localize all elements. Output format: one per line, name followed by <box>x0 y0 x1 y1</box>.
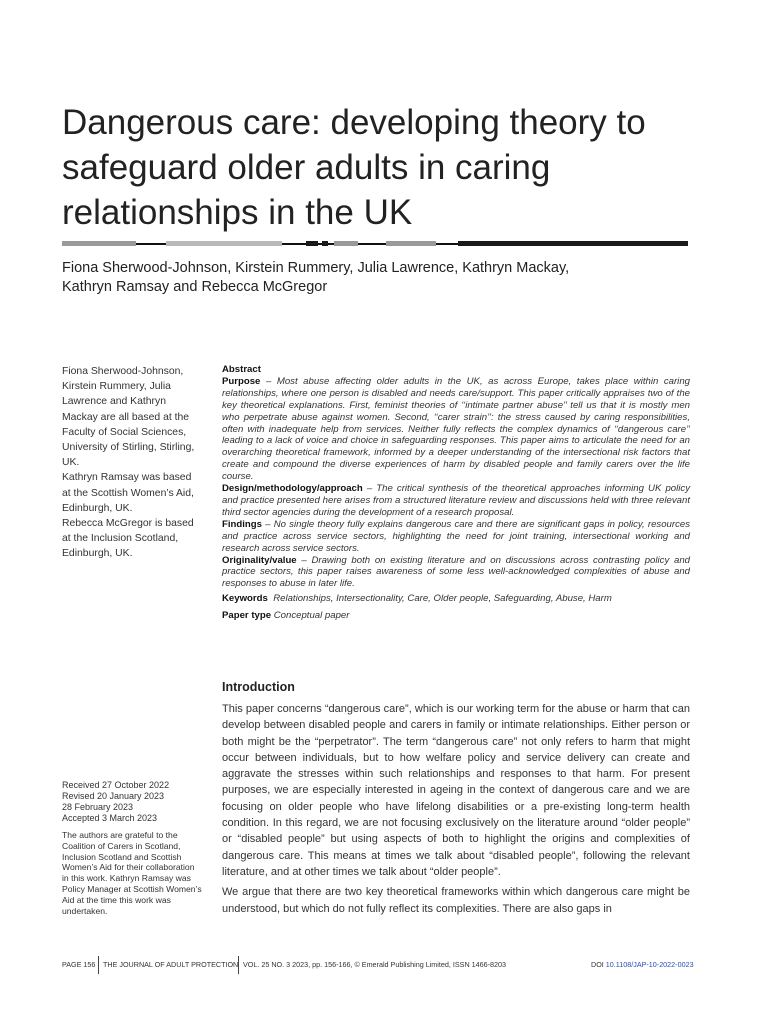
rule-segment <box>166 241 282 246</box>
article-title <box>62 100 702 235</box>
doi-label: DOI <box>591 960 606 969</box>
title-line-2: safeguard older adults in caring <box>62 148 551 187</box>
keywords-label: Keywords <box>222 593 268 605</box>
abstract-findings <box>222 519 690 555</box>
design-text: – The critical synthesis of the theoretical approaches informing UK policy and practice presented here arises from a structured literature review and discussions held with three relevant third sector agencies during the development of a research proposal. <box>222 483 690 518</box>
introduction-heading: Introduction <box>222 680 295 694</box>
paragraph: We argue that there are two key theoretical frameworks within which dangerous care might be understood, but which do not fully reflect its complexities. There are also gaps in <box>222 886 690 915</box>
received-date: Received 27 October 2022 <box>62 780 170 790</box>
abstract-originality <box>222 555 690 591</box>
title-line-3: relationships in the UK <box>62 193 413 232</box>
design-label: Design/methodology/approach <box>222 483 363 495</box>
author-affiliations <box>62 364 198 562</box>
abstract-purpose <box>222 376 690 483</box>
accepted-date: Accepted 3 March 2023 <box>62 813 158 823</box>
page-number: PAGE 156 <box>62 960 96 969</box>
keywords-text: Relationships, Intersectionality, Care, Older people, Safeguarding, Abuse, Harm <box>267 593 612 605</box>
page-footer <box>62 956 694 974</box>
rule-segment <box>306 241 318 246</box>
doi <box>591 960 694 969</box>
rule-segment <box>322 241 328 246</box>
footer-divider <box>98 956 99 974</box>
findings-label: Findings <box>222 518 262 530</box>
paper-type-text: Conceptual paper <box>271 610 350 622</box>
revised-date: 28 February 2023 <box>62 802 134 812</box>
rule-segment <box>386 241 436 246</box>
rule-segment <box>334 241 358 246</box>
purpose-text: – Most abuse affecting older adults in the UK, as across Europe, takes place within caring relationships, where one person is disabled and needs care/support. This paper critically appraises two of the key theoretical explanations. First, feminist theories of ‘‘intimate partner abuse’’ tell us that it is mostly men who perpetrate abuse against women. Second, ‘‘carer strain’’: the stress caused by caring responsibilities, often with inadequate help from services. Neither fully reflects the complex dynamics of ‘‘dangerous care’’ leading to a lack of voice and choice in safeguarding responses. This paper aims to articulate the need for an overarching theoretical framework, informed by a deeper understanding of the intersectional risk factors that create and compound the diverse experiences of harm by disabled people and family carers over the life course. <box>222 375 690 483</box>
rule-segment <box>62 241 136 246</box>
author-name: Rebecca McGregor <box>201 279 328 295</box>
abstract-paper-type <box>222 610 690 622</box>
introduction-body <box>222 701 690 921</box>
abstract-heading: Abstract <box>222 364 261 375</box>
rule-segment <box>458 241 688 246</box>
revised-date: Revised 20 January 2023 <box>62 791 165 801</box>
affiliation: Kathryn Ramsay was based at the Scottish Women’s Aid, Edinburgh, UK. <box>62 472 194 514</box>
paragraph: This paper concerns “dangerous care”, which is our working term for the abuse or harm that can develop between disabled people and carers in family or intimate relationships. Either person or both might be the “perpetrator”. The term “dangerous care” not only refers to harm that might occur between individuals, but to how welfare policy and service delivery can create and aggravate the stresses within such relationships and responses to that harm. For present purposes, we are especially interested in ageing in the context of dangerous care and we are focusing on older people who have lifelong disabilities or a pre-existing long-term health condition. In this regard, we are not focusing exclusively on the literature around “older people” or “disabled people” but using aspects of both to highlight the origins and complexities of dangerous care. This means at times we talk about “disabled people”, following the relevant literature, and at other times we talk about “older people”. <box>222 703 690 878</box>
journal-name: THE JOURNAL OF ADULT PROTECTION <box>103 960 239 969</box>
volume-info: VOL. 25 NO. 3 2023, pp. 156-166, © Emerald Publishing Limited, ISSN 1466-8203 <box>243 960 507 969</box>
originality-label: Originality/value <box>222 554 297 566</box>
authors-line-1: Fiona Sherwood-Johnson, Kirstein Rummery, Julia Lawrence, Kathryn Mackay, <box>62 260 570 276</box>
decorative-title-rule <box>62 238 688 248</box>
author-name: Kathryn Ramsay <box>62 279 170 295</box>
title-line-1: Dangerous care: developing theory to <box>62 103 646 142</box>
acknowledgement: The authors are grateful to the Coalition of Carers in Scotland, Inclusion Scotland and Scottish Women’s Aid for their collaboration in this work. Kathryn Ramsay was Policy Manager at Scottish Women’s Aid at the time this work was undertaken. <box>62 830 202 916</box>
footer-divider <box>238 956 239 974</box>
author-list <box>62 259 702 297</box>
abstract <box>222 364 690 622</box>
originality-text: – Drawing both on existing literature and on discussions across contrasting policy and practice sectors, this paper raises awareness of some less well-acknowledged complexities of abuse and responses to abuse in later life. <box>222 554 690 590</box>
authors-and: and <box>169 279 202 295</box>
abstract-keywords <box>222 593 690 605</box>
purpose-label: Purpose <box>222 375 261 387</box>
abstract-design <box>222 483 690 519</box>
doi-link[interactable]: 10.1108/JAP-10-2022-0023 <box>605 960 694 969</box>
affiliation: Rebecca McGregor is based at the Inclusion Scotland, Edinburgh, UK. <box>62 518 194 560</box>
findings-text: – No single theory fully explains dangerous care and there are significant gaps in policy, resources and practice across service sectors, highlighting the need for joint training, intersectional working and research across service sectors. <box>222 518 690 554</box>
affiliation: Fiona Sherwood-Johnson, Kirstein Rummery, Julia Lawrence and Kathryn Mackay are all based at the Faculty of Social Sciences, University of Stirling, Stirling, UK. <box>62 366 195 469</box>
paper-type-label: Paper type <box>222 610 272 622</box>
article-dates <box>62 780 202 824</box>
